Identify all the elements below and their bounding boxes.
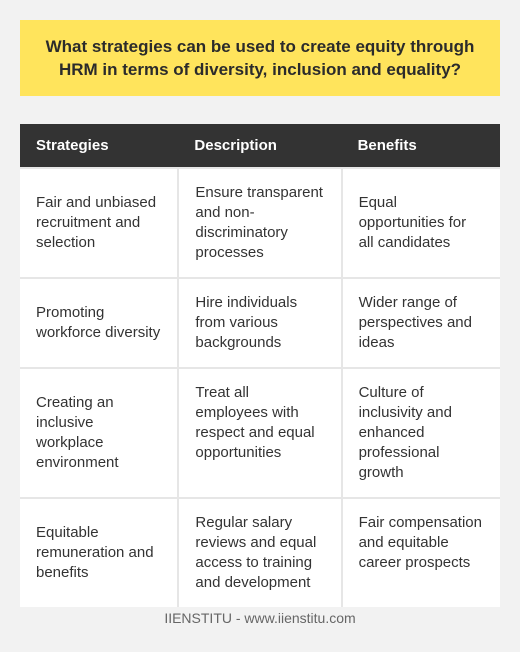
table-row bbox=[20, 278, 500, 368]
table-row bbox=[20, 498, 500, 607]
column-header-benefits: Benefits bbox=[342, 124, 500, 168]
strategy-cell: Equitable remuneration and benefits bbox=[20, 498, 178, 607]
column-header-description: Description bbox=[178, 124, 341, 168]
table-header-row bbox=[20, 124, 500, 168]
table-row bbox=[20, 368, 500, 498]
benefit-cell: Wider range of perspectives and ideas bbox=[342, 278, 500, 368]
strategy-cell: Promoting workforce diversity bbox=[20, 278, 178, 368]
strategy-cell: Creating an inclusive workplace environment bbox=[20, 368, 178, 498]
column-header-strategies: Strategies bbox=[20, 124, 178, 168]
description-cell: Regular salary reviews and equal access to training and development bbox=[178, 498, 341, 607]
benefit-cell: Culture of inclusivity and enhanced professional growth bbox=[342, 368, 500, 498]
description-cell: Hire individuals from various backgrounds bbox=[178, 278, 341, 368]
table-row bbox=[20, 168, 500, 278]
description-cell: Ensure transparent and non-discriminatory processes bbox=[178, 168, 341, 278]
strategy-cell: Fair and unbiased recruitment and selection bbox=[20, 168, 178, 278]
benefit-cell: Fair compensation and equitable career prospects bbox=[342, 498, 500, 607]
description-cell: Treat all employees with respect and equal opportunities bbox=[178, 368, 341, 498]
footer-credit: IIENSTITU - www.iienstitu.com bbox=[164, 610, 356, 626]
strategies-table bbox=[20, 124, 500, 607]
page-title: What strategies can be used to create equity through HRM in terms of diversity, inclusion and equality? bbox=[45, 37, 475, 79]
title-banner bbox=[20, 20, 500, 96]
benefit-cell: Equal opportunities for all candidates bbox=[342, 168, 500, 278]
